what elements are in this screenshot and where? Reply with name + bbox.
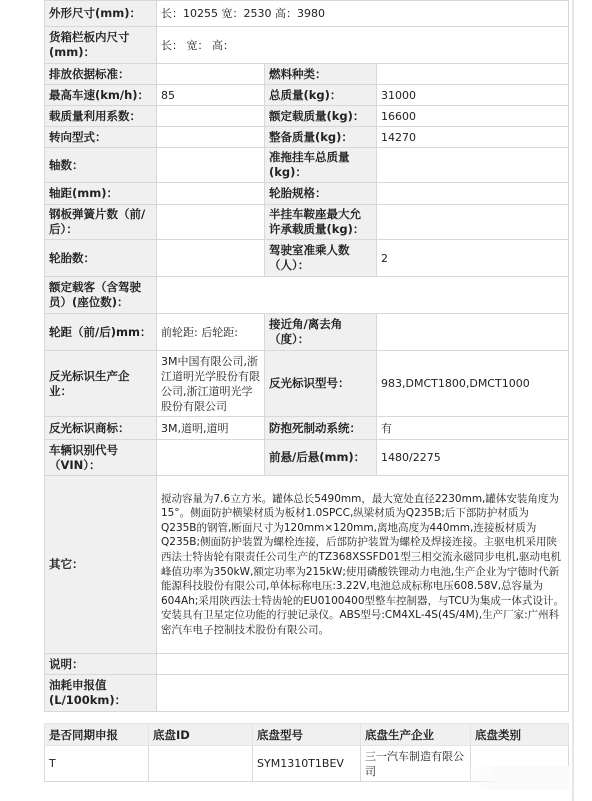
axles-label: 轴数：	[45, 148, 157, 183]
table-row	[45, 106, 569, 127]
fuel-consumption-label: 油耗申报值(L/100km)：	[45, 675, 157, 712]
chassis-header-concurrent: 是否同期申报	[45, 724, 149, 746]
track-label: 轮距（前/后)mm：	[45, 314, 157, 351]
trailer-mass-value	[377, 148, 569, 183]
table-row	[45, 85, 569, 106]
abs-value: 有	[377, 417, 569, 440]
watermark-fade	[466, 766, 570, 790]
leaf-springs-label: 钢板弹簧片数（前/后）：	[45, 205, 157, 240]
total-mass-value: 31000	[377, 85, 569, 106]
mass-util-label: 载质量利用系数：	[45, 106, 157, 127]
tire-spec-value	[377, 183, 569, 205]
tire-spec-label: 轮胎规格：	[265, 183, 377, 205]
parameter-table	[44, 0, 569, 712]
approach-angle-value	[377, 314, 569, 351]
table-row	[45, 1, 569, 27]
curb-mass-label: 整备质量(kg)：	[265, 127, 377, 148]
steering-value	[157, 127, 265, 148]
wheelbase-label: 轴距(mm)：	[45, 183, 157, 205]
cab-passengers-value: 2	[377, 240, 569, 277]
table-row	[45, 183, 569, 205]
chassis-header-model: 底盘型号	[253, 724, 361, 746]
chassis-maker: 三一汽车制造有限公司	[361, 746, 471, 782]
cargo-box-label: 货箱栏板内尺寸(mm)：	[45, 27, 157, 64]
table-row	[45, 27, 569, 64]
vin-value	[157, 440, 265, 476]
rated-passengers-value	[157, 277, 569, 314]
total-mass-label: 总质量(kg)：	[265, 85, 377, 106]
trailer-mass-label: 准拖挂车总质量(kg)：	[265, 148, 377, 183]
chassis-header-maker: 底盘生产企业	[361, 724, 471, 746]
wheelbase-value	[157, 183, 265, 205]
table-row	[45, 417, 569, 440]
mass-util-value	[157, 106, 265, 127]
semi-saddle-label: 半挂车鞍座最大允许承载质量(kg)：	[265, 205, 377, 240]
table-row	[45, 476, 569, 654]
fuel-label: 燃料种类：	[265, 64, 377, 85]
reflector-brand-label: 反光标识商标：	[45, 417, 157, 440]
reflector-maker-label: 反光标识生产企业：	[45, 351, 157, 417]
table-row	[45, 205, 569, 240]
reflector-model-value: 983,DMCT1800,DMCT1000	[377, 351, 569, 417]
fuel-value	[377, 64, 569, 85]
chassis-header-row	[45, 724, 569, 746]
overhang-value: 1480/2275	[377, 440, 569, 476]
chassis-concurrent: T	[45, 746, 149, 782]
other-value: 搅动容量为7.6立方米。罐体总长5490mm，最大宽处直径2230mm,罐体安装角度为 15°。侧面防护横梁材质为板材1.0SPCC,纵梁材质为Q235B;后下部防护材质为Q235B的钢管,断面尺寸为120mm×120mm,离地高度为440mm,连接板材质为Q235B;侧面防护装置为螺栓连接，后部防护装置为螺栓及焊接连接。主驱电机采用陕西法士特齿轮有限责任公司生产的TZ368XSSFD01型三相交流永磁同步电机,驱动电机峰值功率为350kW,额定功率为215kW;使用磷酸铁锂动力电池,生产企业为宁德时代新能源科技股份有限公司,单体标称电压:3.22V,电池总成标称电压608.58V,总容量为604Ah;采用陕西法士特齿轮的EU0100400型整车控制器，与TCU为集成一体式设计。安装具有卫星定位功能的行驶记录仪。ABS型号:CM4XL-4S(4S/4M),生产厂家:广州科密汽车电子控制技术股份有限公司。	[157, 476, 569, 654]
vehicle-spec-sheet	[44, 0, 568, 782]
chassis-model: SYM1310T1BEV	[253, 746, 361, 782]
rated-load-label: 额定载质量(kg)：	[265, 106, 377, 127]
chassis-header-category: 底盘类别	[471, 724, 569, 746]
table-row	[45, 675, 569, 712]
fuel-consumption-value	[157, 675, 569, 712]
dimensions-label: 外形尺寸(mm)：	[45, 1, 157, 27]
dimensions-value: 长：10255 宽：2530 高：3980	[157, 1, 569, 27]
overhang-label: 前悬/后悬(mm)：	[265, 440, 377, 476]
table-row	[45, 351, 569, 417]
steering-label: 转向型式：	[45, 127, 157, 148]
rated-passengers-label: 额定载客（含驾驶员）(座位数)：	[45, 277, 157, 314]
track-value: 前轮距: 后轮距:	[157, 314, 265, 351]
semi-saddle-value	[377, 205, 569, 240]
table-row	[45, 654, 569, 675]
emission-value	[157, 64, 265, 85]
table-row	[45, 64, 569, 85]
table-row	[45, 440, 569, 476]
emission-label: 排放依据标准：	[45, 64, 157, 85]
axles-value	[157, 148, 265, 183]
rated-load-value: 16600	[377, 106, 569, 127]
other-label: 其它：	[45, 476, 157, 654]
table-row	[45, 148, 569, 183]
notes-value	[157, 654, 569, 675]
reflector-model-label: 反光标识型号：	[265, 351, 377, 417]
page-edge-divider	[572, 0, 574, 801]
table-row	[45, 127, 569, 148]
max-speed-value: 85	[157, 85, 265, 106]
max-speed-label: 最高车速(km/h)：	[45, 85, 157, 106]
leaf-springs-value	[157, 205, 265, 240]
tire-count-value	[157, 240, 265, 277]
table-row	[45, 277, 569, 314]
table-row	[45, 240, 569, 277]
table-gap	[44, 712, 568, 723]
reflector-brand-value: 3M,道明,道明	[157, 417, 265, 440]
chassis-header-id: 底盘ID	[149, 724, 253, 746]
cab-passengers-label: 驾驶室准乘人数（人）：	[265, 240, 377, 277]
notes-label: 说明：	[45, 654, 157, 675]
abs-label: 防抱死制动系统：	[265, 417, 377, 440]
reflector-maker-value: 3M中国有限公司,浙江道明光学股份有限公司,浙江道明光学股份有限公司	[157, 351, 265, 417]
cargo-box-value: 长： 宽： 高：	[157, 27, 569, 64]
curb-mass-value: 14270	[377, 127, 569, 148]
table-row	[45, 314, 569, 351]
chassis-id	[149, 746, 253, 782]
vin-label: 车辆识别代号（VIN）：	[45, 440, 157, 476]
approach-angle-label: 接近角/离去角（度）：	[265, 314, 377, 351]
tire-count-label: 轮胎数：	[45, 240, 157, 277]
